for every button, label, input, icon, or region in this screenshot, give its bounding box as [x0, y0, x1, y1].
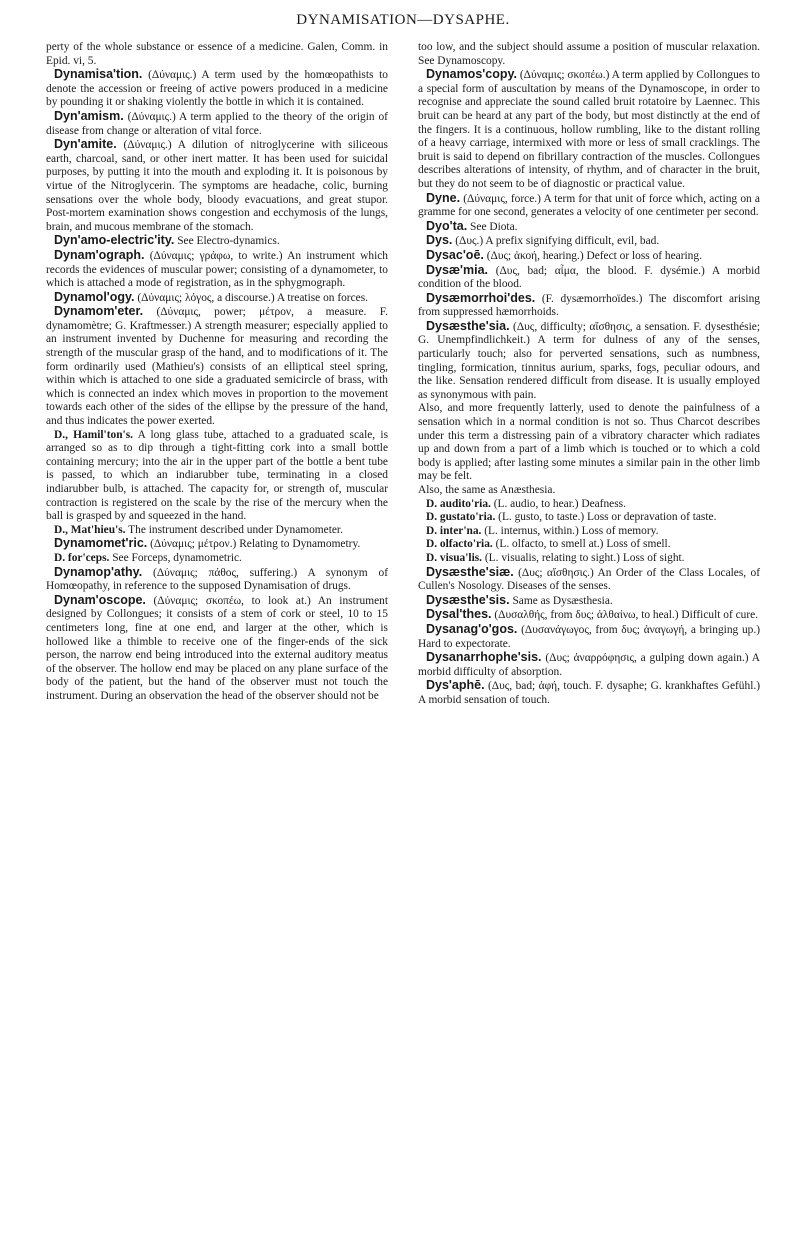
definition: (L. audio, to hear.) Deafness. [493, 497, 626, 510]
definition: A long glass tube, attached to a graduated scale, is arranged so as to dip through a tight-fitting cork into a small bottle containing mercury; into the air in the upper part of the bottle a bent tube is passed, to which an indiarubber tube, terminating in a closed indiarubber bulb, is attached. The capacity for, or strength of, muscular contraction is registered on the scale by the rise of the mercury when the ball is grasped by and squeezed in the hand. [46, 428, 389, 523]
definition: (L. gusto, to taste.) Loss or depravation of taste. [498, 511, 717, 524]
running-head: DYNAMISATION—DYSAPHE. [296, 12, 510, 28]
definition: (Δύναμις; λόγος, a discourse.) A treatise on forces. [137, 291, 368, 304]
sub-entry [418, 498, 760, 512]
dictionary-entry [46, 138, 388, 234]
entry-paragraph: Also, and more frequently latterly, used to denote the painfulness of a sensation which in a normal condition is not so. Thus Charcot describes under this term a distressing pain of a vibratory character which radiates up and down from a part of a limb which is touched or to which a cold body is applied; after lasting some minutes a similar pain in the other limb may be felt. [418, 402, 760, 483]
dictionary-entry [46, 110, 388, 138]
headword: Dysæ'mia. [426, 262, 489, 277]
definition: (Δύναμις; γράφω, to write.) An instrument which records the evidences of muscular power; consisting of a dynamometer, to which is attached a mode of registration, as in the sphygmograph. [46, 249, 388, 290]
dictionary-entry [418, 220, 760, 235]
headword: Dys'aphē. [426, 678, 485, 693]
sub-entry [418, 511, 760, 525]
definition: (Δυς; ἀκοή, hearing.) Defect or loss of hearing. [486, 249, 702, 262]
definition: See Electro-dynamics. [177, 235, 280, 248]
headword: Dyn'amite. [54, 137, 117, 152]
entry-paragraph: Also, the same as Anæsthesia. [418, 484, 556, 496]
definition: (L. olfacto, to smell at.) Loss of smell. [495, 538, 671, 551]
definition: (Δυς; ἀναρρόφησις, a gulping down again.) A morbid difficulty of absorption. [418, 652, 760, 678]
headword: D. gustato'ria. [426, 511, 496, 524]
dictionary-entry [46, 291, 388, 306]
definition: (Δυς, bad; αἷμα, the blood. F. dysémie.) A morbid condition of the blood. [418, 264, 760, 291]
sub-entry [46, 552, 388, 566]
dictionary-entry [418, 566, 760, 594]
sub-entry [46, 429, 388, 524]
definition: (Δύναμις; πάθος, suffering.) A synonym of Homœopathy, in reference to the supposed Dynamisation of drugs. [46, 566, 388, 593]
dictionary-entry [46, 566, 388, 594]
headword: Dynam'ograph. [54, 247, 145, 262]
headword: Dyn'amism. [54, 108, 124, 123]
headword: Dyo'ta. [426, 218, 468, 233]
headword: Dynamomet'ric. [54, 536, 148, 551]
dictionary-entry [46, 537, 388, 552]
definition: (Δυς.) A prefix signifying difficult, evil, bad. [455, 235, 660, 248]
sub-entry [418, 552, 760, 566]
headword: D. visua'lis. [426, 551, 483, 564]
dictionary-entry [418, 594, 760, 609]
headword: D. inter'na. [426, 524, 482, 537]
sub-entry [418, 538, 760, 552]
headword: D., Hamil'ton's. [54, 428, 133, 441]
dictionary-entry [46, 305, 388, 428]
dictionary-entry [418, 651, 760, 679]
definition: (Δυς, difficulty; αἴσθησις, a sensation. F. dysesthésie; G. Unempfindlichkeit.) A term for dulness of any of the senses, particularly touch; also for perverted sensations, such as numbness, tingling, formication, tinnitus aurium, sparks, fogs, peculiar odours, and the like. Sensation rendered difficult from disease. It is usually employed as synonymous with pain. [418, 320, 760, 401]
definition: (Δυσαλθής, from δυς; ἀλθαίνω, to heal.) Difficult of cure. [494, 609, 759, 622]
columns [46, 41, 760, 708]
headword: Dysal'thes. [426, 607, 492, 622]
definition: (Δύναμις; σκοπέω.) A term applied by Collongues to a special form of auscultation by means of the Dynamoscope, in order to recognise and appreciate the sound called bruit rotatoire by Laennec. This bruit can be heard at any part of the body, but most distinctly at the end of the fingers. It is a continuous, hollow rumbling, like to the distant rolling of a heavy carriage, intermixed with more or less of small cracklings. The bruit is said to depend on fibrillary contraction of the muscles. Collongues describes alterations of intensity, of rhythm, and of character in the bruit, but they do not seem to be of diagnostic or practical value. [418, 69, 760, 190]
definition: The instrument described under Dynamometer. [128, 523, 343, 536]
definition: (Δύναμις.) A term used by the homœopathists to denote the accession or freeing of active powers produced in a medicine by pounding it or shaking violently the bottle in which it is contained. [46, 69, 388, 109]
headword: D. audito'ria. [426, 497, 491, 510]
definition: (Δυς, bad; ἁφή, touch. F. dysaphe; G. krankhaftes Gefühl.) A morbid sensation of touch. [418, 680, 760, 706]
right-column [418, 41, 760, 708]
dictionary-entry [418, 292, 760, 320]
definition: See Diota. [470, 220, 518, 233]
dictionary-entry [418, 608, 760, 623]
headword: Dysæmorrhoi'des. [426, 290, 536, 305]
headword: Dysanarrhophe'sis. [426, 650, 542, 665]
headword: Dynamol'ogy. [54, 289, 135, 304]
headword: Dysæsthe'sia. [426, 318, 510, 333]
continued-text: perty of the whole substance or essence of a medicine. Galen, Comm. in Epid. vi, 5. [46, 41, 388, 67]
headword: Dynamop'athy. [54, 564, 143, 579]
headword: Dys. [426, 233, 453, 248]
left-column [46, 41, 388, 708]
dictionary-entry [46, 68, 388, 110]
definition: (Δύναμις, power; μέτρον, a measure. F. dynamomètre; G. Kraftmesser.) A strength measurer; especially applied to an instrument invented by Duchenne for measuring and recording the strength of the muscular grasp of the hand, and to modifications of it. The form ordinarily used (Mathieu's) consists of an elliptical steel spring, within which is attached to one side a graduated semicircle of brass, with which is connected an index which moves in proportion to the movement towards each other of the sides of the ellipse by the pressure of the hand, and thus indicates the power exerted. [46, 306, 388, 428]
definition: (Δύναμις; μέτρον.) Relating to Dynamometry. [150, 538, 361, 551]
definition: (Δύναμις; σκοπέω, to look at.) An instrument designed by Collongues; it consists of a stem of cork or steel, 10 to 15 centimeters long, fine at one end, and larger at the other, which is hollowed like a thimble to receive one of the finger-ends of the sick person, the narrow end being introduced into the external auditory meatus of the observer. The hollow end may be placed on any plane surface of the body of the patient, but the hand of the observer must not touch the instrument. During an observation the head of the observer should not be [46, 594, 388, 702]
headword: Dynamom'eter. [54, 304, 144, 319]
headword: Dysæsthe'sis. [426, 592, 510, 607]
dictionary-entry [418, 623, 760, 651]
headword: Dyn'amo-electric'ity. [54, 233, 175, 248]
definition: (Δύναμις.) A term applied to the theory of the origin of disease from change or alteration of vital force. [46, 110, 388, 137]
headword: Dynam'oscope. [54, 592, 146, 607]
definition: (Δύναμις.) A dilution of nitroglycerine with siliceous earth, charcoal, sand, or other inert matter. It has been used for suicidal purposes, by putting it into the mouth and exploding it. It is poisonous by virtue of the Nitroglycerin. The symptoms are headache, colic, burning sensations over the whole body, bloody evacuations, and great stupor. Post-mortem examination shows congestion and ecchymosis of the lungs, brain, and mucous membrane of the stomach. [46, 139, 388, 233]
headword: Dysanag'o'gos. [426, 621, 518, 636]
dictionary-entry [418, 249, 760, 264]
headword: Dynamisa'tion. [54, 67, 143, 82]
definition: (L. visualis, relating to sight.) Loss of sight. [484, 551, 685, 564]
definition: (F. dysæmorrhoïdes.) The discomfort arising from suppressed hæmorrhoids. [418, 292, 760, 319]
headword: Dynamos'copy. [426, 67, 517, 82]
dictionary-entry [418, 234, 760, 249]
headword: D. olfacto'ria. [426, 538, 493, 551]
dictionary-entry [418, 192, 760, 220]
headword: Dysæsthe'siæ. [426, 564, 514, 579]
definition: Same as Dysæsthesia. [512, 594, 613, 607]
dictionary-entry [418, 264, 760, 292]
dictionary-entry [418, 68, 760, 191]
dictionary-entry [46, 234, 388, 249]
definition: See Forceps, dynamometric. [112, 551, 242, 564]
headword: Dysac'oē. [426, 247, 484, 262]
definition: (Δυσανάγωγος, from δυς; ἀναγωγή, a bringing up.) Hard to expectorate. [418, 623, 760, 650]
dictionary-entry [46, 249, 388, 291]
sub-entry [46, 524, 388, 538]
continued-text: too low, and the subject should assume a position of muscular relaxation. See Dynamoscopy. [418, 41, 760, 67]
dictionary-entry [418, 320, 760, 403]
headword: D. for'ceps. [54, 551, 110, 564]
headword: Dyne. [426, 190, 461, 205]
headword: D., Mat'hieu's. [54, 523, 126, 536]
dictionary-entry [46, 594, 388, 704]
definition: (Δύναμις, force.) A term for that unit of force which, acting on a gramme for one second, generates a velocity of one centimeter per second. [418, 192, 760, 219]
definition: (Δυς; αἴσθησις.) An Order of the Class Locales, of Cullen's Nosology. Diseases of the senses. [418, 566, 760, 593]
definition: (L. internus, within.) Loss of memory. [484, 524, 659, 537]
sub-entry [418, 525, 760, 539]
dictionary-entry [418, 679, 760, 707]
